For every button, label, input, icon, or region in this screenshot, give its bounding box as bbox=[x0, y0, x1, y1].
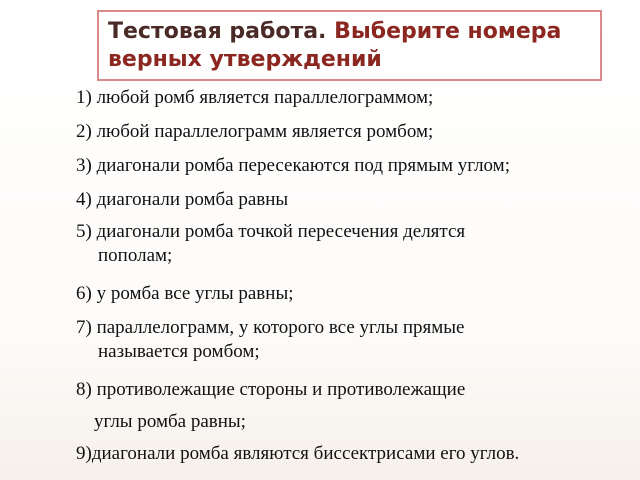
statement-1 bbox=[76, 86, 636, 110]
statement-text-continued: углы ромба равны; bbox=[94, 411, 246, 432]
statement-2 bbox=[76, 120, 636, 144]
statement-text: 1) любой ромб является параллелограммом; bbox=[76, 87, 434, 108]
statement-text: 3) диагонали ромба пересекаются под прямым углом; bbox=[76, 155, 510, 176]
title-box bbox=[97, 10, 602, 81]
statement-text: 5) диагонали ромба точкой пересечения делятся bbox=[76, 221, 466, 242]
slide-title bbox=[108, 18, 628, 74]
statement-text: 2) любой параллелограмм является ромбом; bbox=[76, 121, 434, 142]
statement-5 bbox=[76, 220, 636, 268]
statement-text-continued: называется ромбом; bbox=[98, 341, 260, 362]
statement-text: 9)диагонали ромба являются биссектрисами его углов. bbox=[76, 443, 520, 464]
statement-text: 8) противолежащие стороны и противолежащие bbox=[76, 379, 466, 400]
statement-text-continued: пополам; bbox=[98, 245, 173, 266]
statement-9 bbox=[76, 442, 636, 466]
statement-text: 6) у ромба все углы равны; bbox=[76, 283, 294, 304]
statement-6 bbox=[76, 282, 636, 306]
statement-3 bbox=[76, 154, 636, 178]
statement-7 bbox=[76, 316, 636, 364]
title-part-2: Выберите номера верных утверждений bbox=[108, 19, 562, 72]
statement-8 bbox=[76, 378, 636, 434]
statement-text: 7) параллелограмм, у которого все углы прямые bbox=[76, 317, 465, 338]
statement-4 bbox=[76, 188, 636, 212]
title-part-1: Тестовая работа. bbox=[108, 19, 327, 44]
statement-text: 4) диагонали ромба равны bbox=[76, 189, 289, 210]
